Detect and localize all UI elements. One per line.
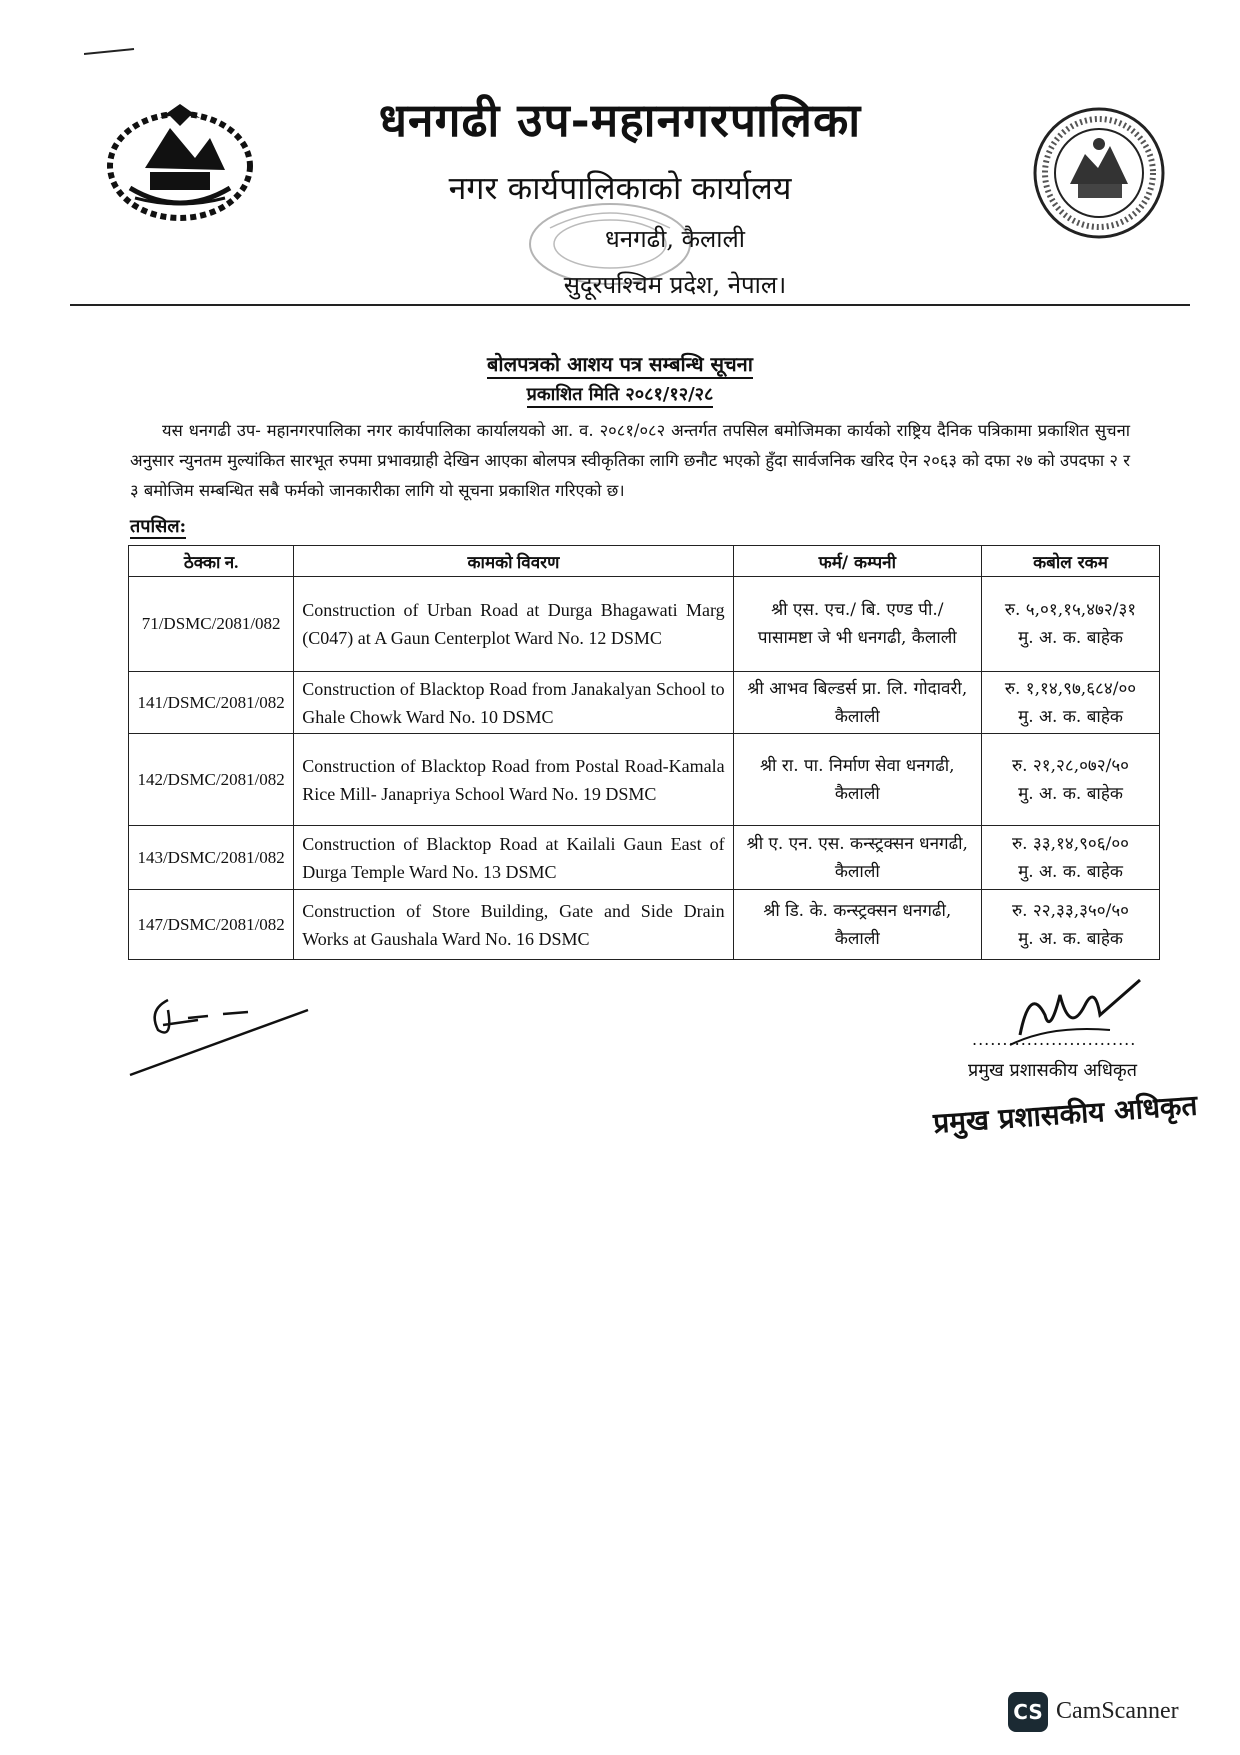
table-header-row bbox=[129, 546, 1160, 577]
vat-note: मु. अ. क. बाहेक bbox=[1018, 861, 1123, 882]
office-name: नगर कार्यपालिकाको कार्यालय bbox=[448, 169, 792, 207]
notice-body: यस धनगढी उप- महानगरपालिका नगर कार्यपालिका कार्यालयको आ. व. २०८१/०८२ अन्तर्गत तपसिल बमोजिमका कार्यको राष्ट्रिय दैनिक पत्रिकामा प्रकाशित सुचना अनुसार न्युनतम मुल्यांकित सारभूत रुपमा प्रभावग्राही देखिन आएका बोलपत्र स्वीकृतिका लागि छनौट भएको हुँदा सार्वजनिक खरिद ऐन २०६३ को दफा २७ को उपदफा २ र ३ बमोजिम सम्बन्धित सबै फर्मको जानकारीका लागि यो सूचना प्रकाशित गरिएको छ। bbox=[130, 421, 1130, 500]
org-name: धनगढी उप-महानगरपालिका bbox=[378, 93, 862, 147]
bid-amount bbox=[981, 826, 1159, 890]
firm-name: श्री आभव बिल्डर्स प्रा. लि. गोदावरी, कैलाली bbox=[733, 672, 981, 734]
bid-amount bbox=[981, 890, 1159, 960]
vat-note: मु. अ. क. बाहेक bbox=[1018, 783, 1123, 804]
amount-value: रु. २२,३३,३५०/५० bbox=[1011, 900, 1130, 921]
camscanner-logo-icon: CS bbox=[1008, 1692, 1048, 1732]
work-description: Construction of Blacktop Road from Janakalyan School to Ghale Chowk Ward No. 10 DSMC bbox=[294, 672, 733, 734]
work-description: Construction of Blacktop Road from Postal Road-Kamala Rice Mill- Janapriya School Ward No. 19 DSMC bbox=[294, 734, 733, 826]
table-row bbox=[129, 577, 1160, 672]
signature-dots: ........................... bbox=[972, 1030, 1137, 1049]
bid-amount bbox=[981, 734, 1159, 826]
work-description: Construction of Store Building, Gate and Side Drain Works at Gaushala Ward No. 16 DSMC bbox=[294, 890, 733, 960]
notice-date-text: प्रकाशित मिति २०८१/१२/२८ bbox=[527, 384, 714, 408]
header-divider bbox=[70, 304, 1190, 306]
contract-no: 141/DSMC/2081/082 bbox=[129, 672, 294, 734]
header-firm: फर्म/ कम्पनी bbox=[733, 546, 981, 577]
contract-no: 142/DSMC/2081/082 bbox=[129, 734, 294, 826]
tapasil-label bbox=[130, 514, 186, 538]
pen-mark bbox=[84, 48, 136, 56]
bid-amount bbox=[981, 577, 1159, 672]
amount-value: रु. ५,०१,१५,४७२/३१ bbox=[1004, 600, 1137, 620]
amount-value: रु. १,१४,९७,६८४/०० bbox=[1004, 678, 1137, 699]
header-amount: कबोल रकम bbox=[981, 546, 1159, 577]
work-description: Construction of Urban Road at Durga Bhagawati Marg (C047) at A Gaun Centerplot Ward No. 12 DSMC bbox=[294, 577, 733, 672]
vat-note: मु. अ. क. बाहेक bbox=[1018, 706, 1123, 727]
table-row bbox=[129, 734, 1160, 826]
firm-name: श्री ए. एन. एस. कन्स्ट्रक्सन धनगढी, कैलाली bbox=[733, 826, 981, 890]
camscanner-watermark: CamScanner bbox=[1056, 1698, 1179, 1724]
district-line: धनगढी, कैलाली bbox=[605, 225, 745, 253]
amount-value: रु. २१,२८,०७२/५० bbox=[1011, 755, 1130, 776]
work-description: Construction of Blacktop Road at Kailali Gaun East of Durga Temple Ward No. 13 DSMC bbox=[294, 826, 733, 890]
notice-title bbox=[0, 350, 1240, 377]
handwritten-signature-left bbox=[128, 970, 318, 1080]
notice-date bbox=[0, 382, 1240, 406]
tapasil-label-text: तपसिल: bbox=[130, 516, 187, 537]
table-row bbox=[129, 890, 1160, 960]
header-description: कामको विवरण bbox=[294, 546, 733, 577]
officer-title: प्रमुख प्रशासकीय अधिकृत bbox=[968, 1060, 1137, 1081]
bid-amount bbox=[981, 672, 1159, 734]
contract-no: 143/DSMC/2081/082 bbox=[129, 826, 294, 890]
table-row bbox=[129, 672, 1160, 734]
firm-name: श्री एस. एच./ बि. एण्ड पी./ पासामष्टा जे भी धनगढी, कैलाली bbox=[733, 577, 981, 672]
contract-no: 71/DSMC/2081/082 bbox=[129, 577, 294, 672]
vat-note: मु. अ. क. बाहेक bbox=[1018, 628, 1123, 648]
amount-value: रु. ३३,१४,९०६/०० bbox=[1011, 833, 1130, 854]
contract-no: 147/DSMC/2081/082 bbox=[129, 890, 294, 960]
notice-title-text: बोलपत्रको आशय पत्र सम्बन्धि सूचना bbox=[487, 352, 753, 379]
header-contract-no: ठेक्का न. bbox=[129, 546, 294, 577]
firm-name: श्री डि. के. कन्स्ट्रक्सन धनगढी, कैलाली bbox=[733, 890, 981, 960]
officer-stamp-text: प्रमुख प्रशासकीय अधिकृत bbox=[932, 1088, 1199, 1140]
vat-note: मु. अ. क. बाहेक bbox=[1018, 928, 1123, 949]
firm-name: श्री रा. पा. निर्माण सेवा धनगढी, कैलाली bbox=[733, 734, 981, 826]
contract-table bbox=[128, 545, 1160, 960]
table-row bbox=[129, 826, 1160, 890]
province-line: सुदूरपश्चिम प्रदेश, नेपाल। bbox=[563, 271, 787, 299]
